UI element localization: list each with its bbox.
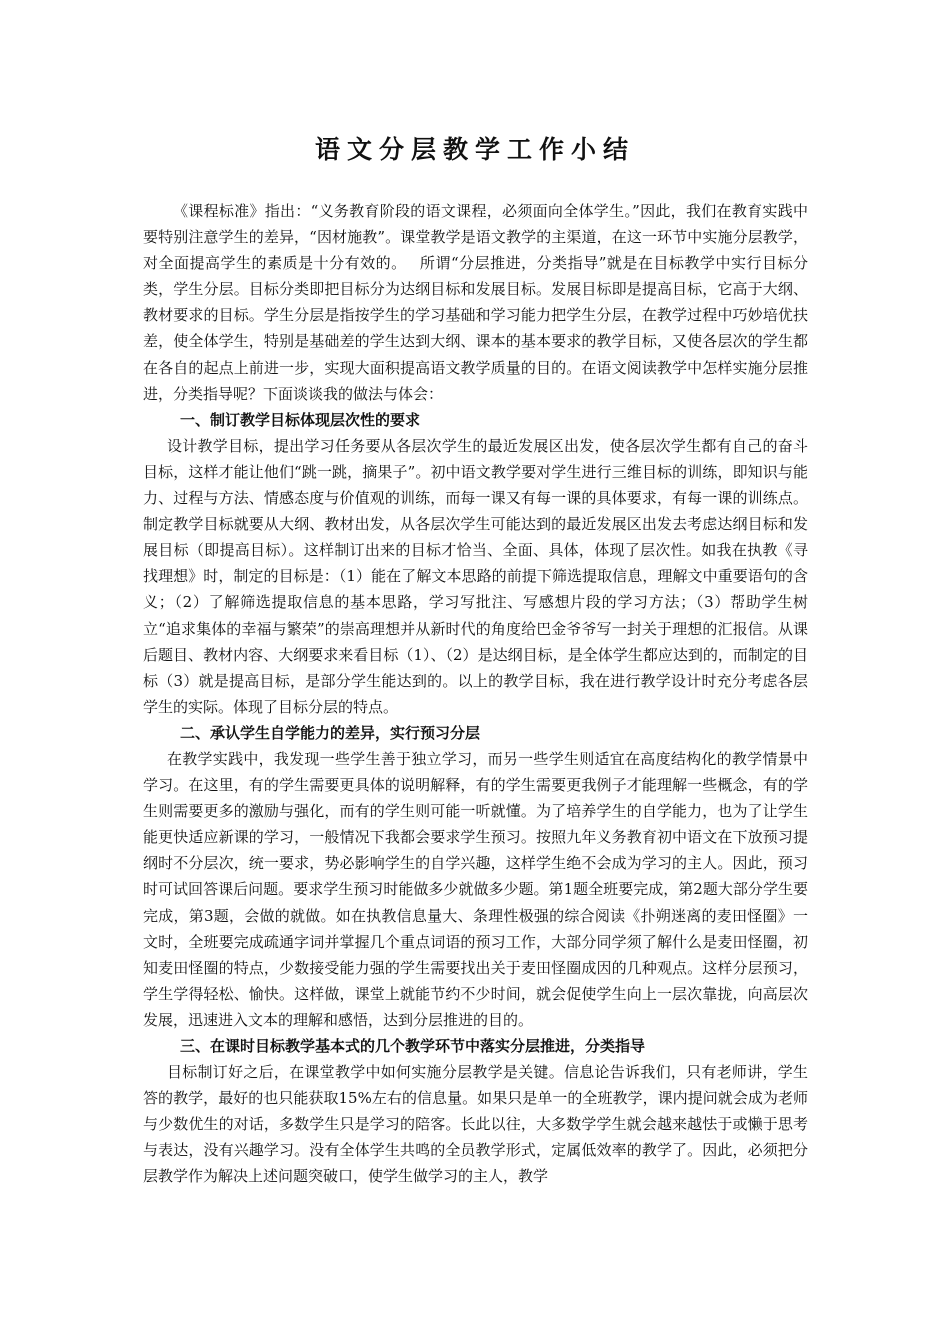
- section-2-heading: 二、承认学生自学能力的差异，实行预习分层: [180, 723, 481, 742]
- section-1-paragraph: 设计教学目标，提出学习任务要从各层次学生的最近发展区出发，使各层次学生都有自己的奋斗目标，这样才能让他们“跳一跳，摘果子”。初中语文教学要对学生进行三维目标的训练，即知识与能力、过程与方法、情感态度与价值观的训练，而每一课又有每一课的具体要求，有每一课的训练点。制定教学目标就要从大纲、教材出发，从各层次学生可能达到的最近发展区出发去考虑达纲目标和发展目标（即提高目标）。这样制订出来的目标才恰当、全面、具体，体现了层次性。如我在执教《寻找理想》时，制定的目标是：（1）能在了解文本思路的前提下筛选提取信息，理解文中重要语句的含义；（2）了解筛选提取信息的基本思路，学习写批注、写感想片段的学习方法；（3）帮助学生树立“追求集体的幸福与繁荣”的崇高理想并从新时代的角度给巴金爷爷写一封关于理想的汇报信。从课后题目、教材内容、大纲要求来看目标（1）、（2）是达纲目标，是全体学生都应达到的，而制定的目标（3）就是提高目标，是部分学生能达到的。以上的教学目标，我在进行教学设计时充分考虑各层学生的实际。体现了目标分层的特点。: [143, 436, 808, 716]
- section-1-heading: 一、制订教学目标体现层次性的要求: [180, 410, 421, 429]
- section-2-paragraph: 在教学实践中，我发现一些学生善于独立学习，而另一些学生则适宜在高度结构化的教学情景中学习。在这里，有的学生需要更具体的说明解释，有的学生需要更我例子才能理解一些概念，有的学生则需要更多的激励与强化，而有的学生则可能一听就懂。为了培养学生的自学能力，也为了让学生能更快适应新课的学习，一般情况下我都会要求学生预习。按照九年义务教育初中语文在下放预习提纲时不分层次，统一要求，势必影响学生的自学兴趣，这样学生绝不会成为学习的主人。因此，预习时可试回答课后问题。要求学生预习时能做多少就做多少题。第1题全班要完成，第2题大部分学生要完成，第3题，会做的就做。如在执教信息量大、条理性极强的综合阅读《扑朔迷离的麦田怪圈》一文时，全班要完成疏通字词并掌握几个重点词语的预习工作，大部分同学须了解什么是麦田怪圈，初知麦田怪圈的特点，少数接受能力强的学生需要找出关于麦田怪圈成因的几种观点。这样分层预习，学生学得轻松、愉快。这样做，课堂上就能节约不少时间，就会促使学生向上一层次靠拢，向高层次发展，迅速进入文本的理解和感悟，达到分层推进的目的。: [143, 749, 808, 1029]
- document-body: [143, 198, 808, 1190]
- document-title: 语文分层教学工作小结: [314, 135, 635, 164]
- section-3-paragraph: 目标制订好之后，在课堂教学中如何实施分层教学是关键。信息论告诉我们，只有老师讲，学生答的教学，最好的也只能获取15%左右的信息量。如果只是单一的全班教学，课内提问就会成为老师与少数优生的对话，多数学生只是学习的陪客。长此以往，大多数学学生就会越来越怯于或懒于思考与表达，没有兴趣学习。没有全体学生共鸣的全员教学形式，定属低效率的教学了。因此，必须把分层教学作为解决上述问题突破口，使学生做学习的主人，教学: [143, 1063, 808, 1186]
- intro-paragraph: 《课程标准》指出：“义务教育阶段的语文课程，必须面向全体学生。”因此，我们在教育实践中要特别注意学生的差异，“因材施教”。课堂教学是语文教学的主渠道，在这一环节中实施分层教学，对全面提高学生的素质是十分有效的。 所谓“分层推进，分类指导”就是在目标教学中实行目标分类，学生分层。目标分类即把目标分为达纲目标和发展目标。发展目标即是提高目标，它高于大纲、教材要求的目标。学生分层是指按学生的学习基础和学习能力把学生分层，在教学过程中巧妙培优扶差，使全体学生，特别是基础差的学生达到大纲、课本的基本要求的教学目标，又使各层次的学生都在各自的起点上前进一步，实现大面积提高语文教学质量的目的。在语文阅读教学中怎样实施分层推进，分类指导呢？下面谈谈我的做法与体会：: [143, 202, 808, 403]
- section-3-heading: 三、在课时目标教学基本式的几个教学环节中落实分层推进，分类指导: [180, 1037, 646, 1055]
